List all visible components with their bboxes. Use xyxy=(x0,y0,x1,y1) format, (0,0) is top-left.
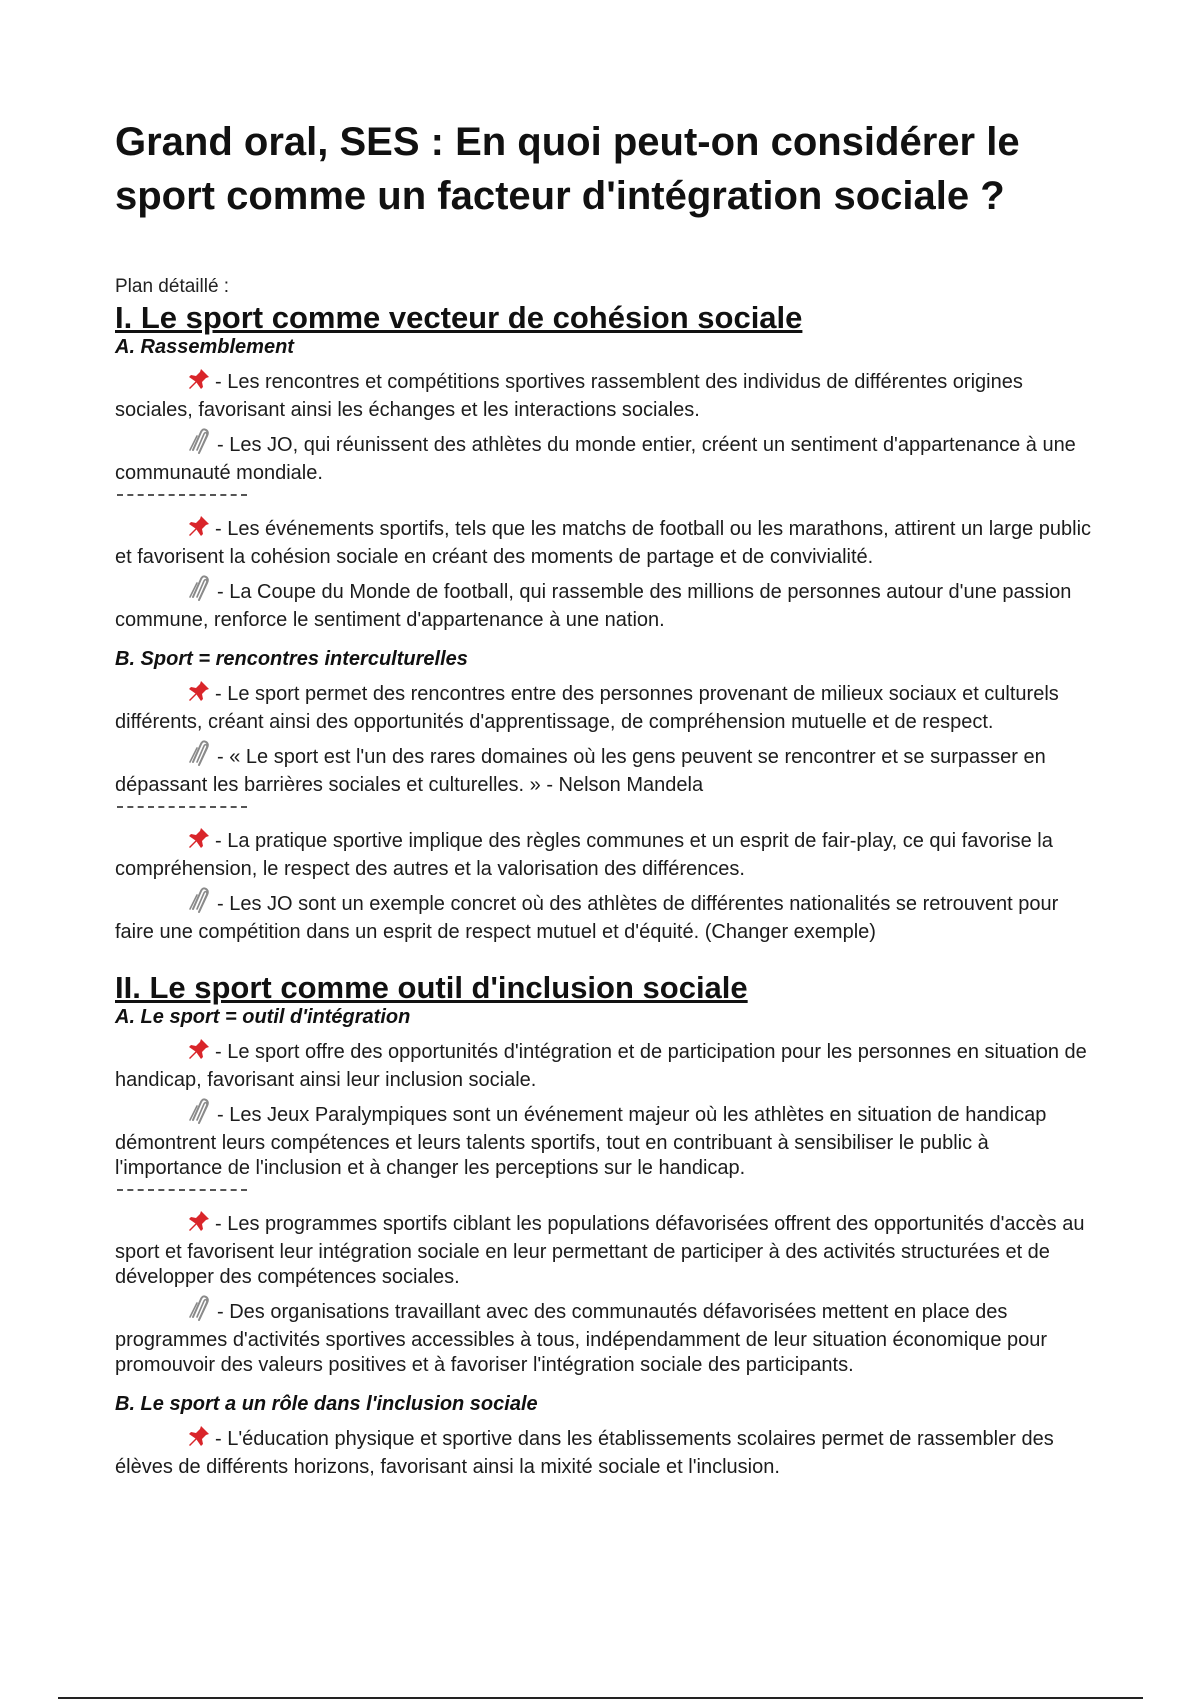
list-item xyxy=(115,428,1095,486)
page-title: Grand oral, SES : En quoi peut-on considérer le sport comme un facteur d'intégration sociale ? xyxy=(115,120,1020,218)
paperclip-icon xyxy=(187,428,213,461)
paperclip-icon xyxy=(187,887,213,920)
item-text: - La Coupe du Monde de football, qui rassemble des millions de personnes autour d'une passion commune, renforce le sentiment d'appartenance à une nation. xyxy=(115,581,1072,631)
list-item xyxy=(115,1295,1095,1378)
pin-icon xyxy=(187,1209,211,1240)
subsection-title-2a: A. Le sport = outil d'intégration xyxy=(115,1006,411,1028)
pin-icon xyxy=(187,826,211,857)
list-item xyxy=(115,740,1095,798)
subsection-title-1b: B. Sport = rencontres interculturelles xyxy=(115,648,468,670)
item-text: - Les JO, qui réunissent des athlètes du monde entier, créent un sentiment d'appartenance à une communauté mondiale. xyxy=(115,434,1076,484)
document-page xyxy=(115,115,1095,1485)
item-text: - Les Jeux Paralympiques sont un événement majeur où les athlètes en situation de handicap démontrent leurs compétences et leurs talents sportifs, tout en contribuant à sensibiliser le public à l'importance de l'inclusion et à changer les perceptions sur le handicap. xyxy=(115,1104,1047,1179)
pin-icon xyxy=(187,679,211,710)
plan-label: Plan détaillé : xyxy=(115,276,230,297)
section-title-1: I. Le sport comme vecteur de cohésion sociale xyxy=(115,300,803,335)
item-text: - La pratique sportive implique des règles communes et un esprit de fair-play, ce qui favorise la compréhension, le respect des autres et la valorisation des différences. xyxy=(115,830,1053,880)
list-item xyxy=(115,575,1095,633)
paperclip-icon xyxy=(187,740,213,773)
list-item xyxy=(115,1098,1095,1181)
item-text: - L'éducation physique et sportive dans les établissements scolaires permet de rassembler des élèves de différents horizons, favorisant ainsi la mixité sociale et l'inclusion. xyxy=(115,1428,1054,1478)
bottom-rule xyxy=(58,1697,1143,1699)
list-item xyxy=(115,367,1095,423)
section-title-2: II. Le sport comme outil d'inclusion sociale xyxy=(115,970,748,1005)
pin-icon xyxy=(187,1424,211,1455)
paperclip-icon xyxy=(187,575,213,608)
list-item xyxy=(115,1424,1095,1480)
subsection-title-1a: A. Rassemblement xyxy=(115,336,294,358)
list-item xyxy=(115,514,1095,570)
pin-icon xyxy=(187,1037,211,1068)
item-text: - Les événements sportifs, tels que les matchs de football ou les marathons, attirent un large public et favorisent la cohésion sociale en créant des moments de partage et de convivialité. xyxy=(115,518,1092,568)
list-item xyxy=(115,1037,1095,1093)
item-text: - Les JO sont un exemple concret où des athlètes de différentes nationalités se retrouvent pour faire une compétition dans un esprit de respect mutuel et d'équité. (Changer exemple) xyxy=(115,893,1059,943)
list-item xyxy=(115,679,1095,735)
item-text: - « Le sport est l'un des rares domaines où les gens peuvent se rencontrer et se surpasser en dépassant les barrières sociales et culturelles. » - Nelson Mandela xyxy=(115,746,1046,796)
paperclip-icon xyxy=(187,1098,213,1131)
item-text: - Des organisations travaillant avec des communautés défavorisées mettent en place des programmes d'activités sportives accessibles à tous, indépendamment de leur situation économique pour promouvoir des valeurs positives et à favoriser l'intégration sociale des participants. xyxy=(115,1301,1048,1376)
pin-icon xyxy=(187,367,211,398)
dashed-separator xyxy=(117,1189,247,1191)
dashed-separator xyxy=(117,494,247,496)
pin-icon xyxy=(187,514,211,545)
list-item xyxy=(115,887,1095,945)
list-item xyxy=(115,1209,1095,1290)
item-text: - Les programmes sportifs ciblant les populations défavorisées offrent des opportunités d'accès au sport et favorisent leur intégration sociale en leur permettant de participer à des activités structurées et de développer des compétences sociales. xyxy=(115,1213,1085,1288)
paperclip-icon xyxy=(187,1295,213,1328)
subsection-title-2b: B. Le sport a un rôle dans l'inclusion sociale xyxy=(115,1393,538,1415)
item-text: - Le sport permet des rencontres entre des personnes provenant de milieux sociaux et culturels différents, créant ainsi des opportunités d'apprentissage, de compréhension mutuelle et de respect. xyxy=(115,683,1059,733)
dashed-separator xyxy=(117,806,247,808)
item-text: - Les rencontres et compétitions sportives rassemblent des individus de différentes origines sociales, favorisant ainsi les échanges et les interactions sociales. xyxy=(115,371,1023,421)
list-item xyxy=(115,826,1095,882)
item-text: - Le sport offre des opportunités d'intégration et de participation pour les personnes en situation de handicap, favorisant ainsi leur inclusion sociale. xyxy=(115,1041,1087,1091)
